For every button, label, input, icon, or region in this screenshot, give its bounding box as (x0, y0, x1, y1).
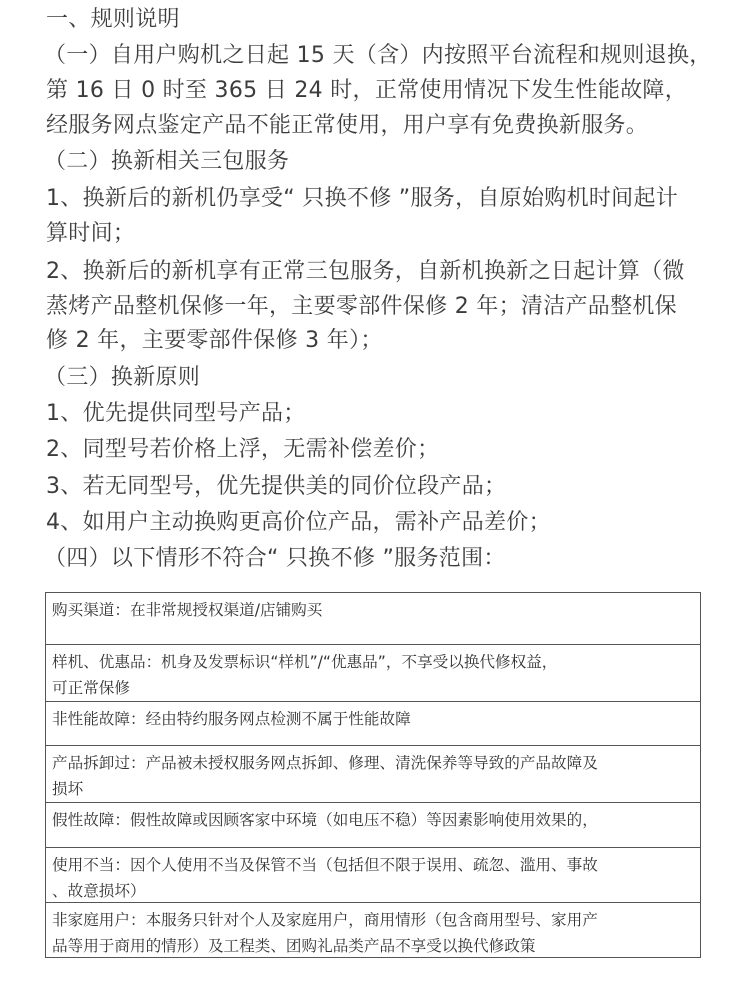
section-title-principles: （三）换新原则 (44, 365, 201, 390)
warranty-item-2-line-1: 2、换新后的新机享有正常三包服务，自新机换新之日起计算（微 (46, 259, 685, 284)
row-text-misuse-1: 使用不当：因个人使用不当及保管不当（包括但不限于误用、疏忽、滥用、事故 (52, 856, 598, 874)
principle-item-4: 4、如用户主动换购更高价位产品，需补产品差价； (46, 510, 551, 535)
table-row (46, 645, 700, 702)
row-text-non-household-1: 非家庭用户：本服务只针对个人及家庭用户，商用情形（包含商用型号、家用产 (52, 911, 598, 929)
principle-item-2: 2、同型号若价格上浮，无需补偿差价； (46, 437, 440, 462)
table-row (46, 848, 700, 903)
warranty-item-1-line-1: 1、换新后的新机仍享受“ 只换不修 ”服务，自原始购机时间起计 (46, 186, 679, 211)
rules-paragraph-line-2: 第 16 日 0 时至 365 日 24 时，正常使用情况下发生性能故障， (46, 78, 688, 103)
section-title-exclusions: （四）以下情形不符合“ 只换不修 ”服务范围： (44, 546, 506, 571)
rules-paragraph-line-3: 经服务网点鉴定产品不能正常使用，用户享有免费换新服务。 (46, 113, 649, 138)
exclusions-table (45, 592, 701, 958)
table-row (46, 702, 700, 746)
warranty-item-2-line-3: 修 2 年，主要零部件保修 3 年）； (46, 328, 383, 353)
principle-item-1: 1、优先提供同型号产品； (46, 401, 306, 426)
table-row (46, 803, 700, 848)
section-title-rules: 一、规则说明 (46, 7, 180, 32)
row-text-non-performance: 非性能故障：经由特约服务网点检测不属于性能故障 (52, 710, 411, 728)
row-text-misuse-2: 、故意损坏） (52, 882, 146, 900)
rules-paragraph-line-1: （一）自用户购机之日起 15 天（含）内按照平台流程和规则退换， (44, 43, 712, 68)
row-text-non-household-2: 品等用于商用的情形）及工程类、团购礼品类产品不享受以换代修政策 (52, 937, 536, 955)
table-row (46, 593, 700, 645)
row-text-disassembled-1: 产品拆卸过：产品被未授权服务网点拆卸、修理、清洗保养等导致的产品故障及 (52, 754, 598, 772)
row-text-purchase-channel: 购买渠道：在非常规授权渠道/店铺购买 (52, 601, 323, 619)
warranty-item-1-line-2: 算时间； (46, 221, 136, 246)
section-title-warranty: （二）换新相关三包服务 (44, 149, 290, 174)
row-text-sample-discount-2: 可正常保修 (52, 679, 130, 697)
row-text-false-fault: 假性故障：假性故障或因顾客家中环境（如电压不稳）等因素影响使用效果的， (52, 811, 598, 829)
row-text-disassembled-2: 损坏 (52, 780, 84, 798)
table-row (46, 903, 700, 957)
row-text-sample-discount-1: 样机、优惠品：机身及发票标识“样机”/“优惠品”，不享受以换代修权益， (52, 653, 558, 671)
warranty-item-2-line-2: 蒸烤产品整机保修一年，主要零部件保修 2 年；清洁产品整机保 (46, 294, 677, 319)
table-row (46, 746, 700, 803)
principle-item-3: 3、若无同型号，优先提供美的同价位段产品； (46, 474, 507, 499)
